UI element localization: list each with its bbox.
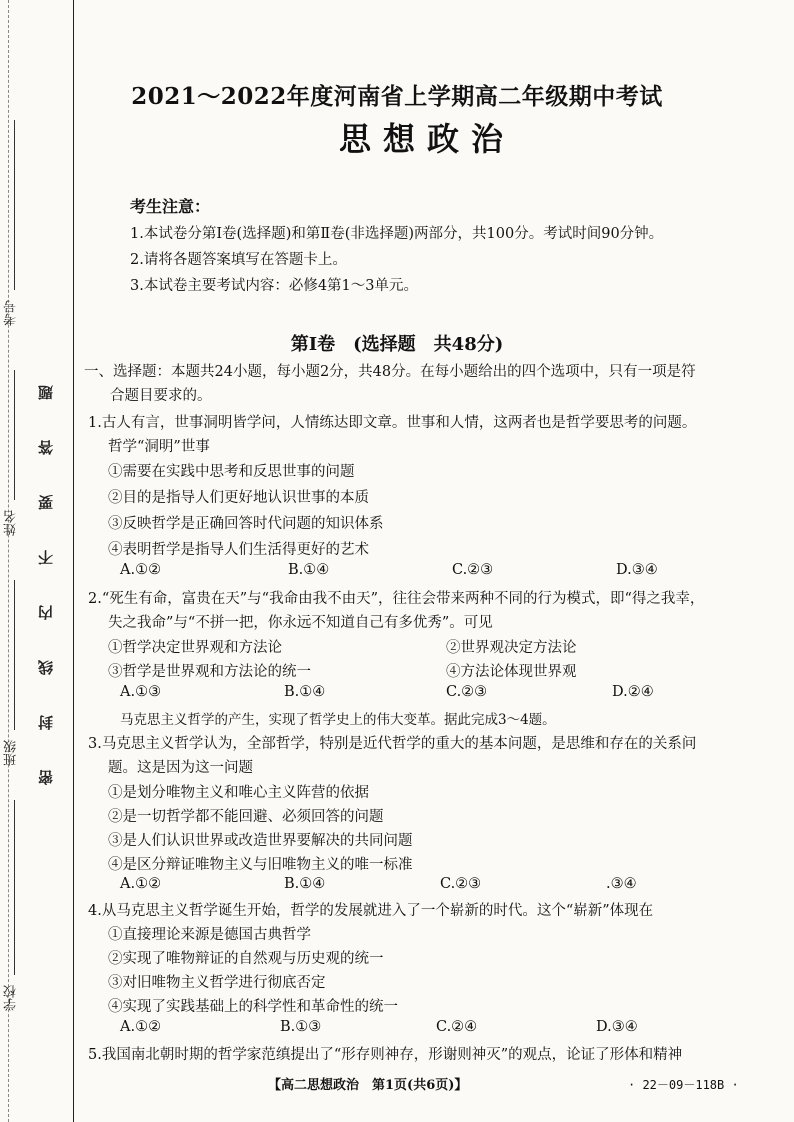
question-2-stem: 失之我命”与“不拼一把，你永远不知道自己有多优秀”。可见 — [108, 615, 493, 631]
question-2-item: ③哲学是世界观和方法论的统一 — [108, 664, 311, 680]
question-2-option-b: B.①④ — [284, 684, 326, 700]
xuexiao-blank-line — [14, 800, 15, 975]
question-4-option-b: B.①③ — [280, 1019, 322, 1035]
question-5-stem: 5.我国南北朝时期的哲学家范缜提出了“形存则神存，形谢则神灭”的观点，论证了形体和精神 — [88, 1047, 683, 1063]
question-1-option-d: D.③④ — [616, 562, 658, 578]
question-4-option-a: A.①② — [120, 1019, 162, 1035]
warning-char: 不 — [36, 550, 55, 565]
question-1-item: ②目的是指导人们更好地认识世事的本质 — [108, 490, 369, 506]
question-3-item: ②是一切哲学都不能回避、必须回答的问题 — [108, 809, 384, 825]
question-2-option-c: C.②③ — [446, 684, 488, 700]
warning-char: 题 — [36, 385, 55, 400]
side-label-xuexiao: 学校 — [4, 985, 19, 1011]
question-3-stem: 题。这是因为这一问题 — [108, 760, 253, 776]
question-1-item: ①需要在实践中思考和反思世事的问题 — [108, 464, 355, 480]
question-1-item: ④表明哲学是指导人们生活得更好的艺术 — [108, 542, 369, 558]
question-3-option-d: .③④ — [606, 876, 637, 892]
student-info-margin — [0, 0, 30, 1122]
question-1-stem: 1.古人有言，世事洞明皆学问，人情练达即文章。世事和人情，这两者也是哲学要思考的问题。 — [88, 415, 697, 431]
question-2-item: ①哲学决定世界观和方法论 — [108, 640, 282, 656]
paper-code: · 22－09－118B · — [628, 1078, 739, 1092]
subject-title: 思想政治 — [338, 120, 515, 158]
material-3-4: 马克思主义哲学的产生，实现了哲学史上的伟大变革。据此完成3～4题。 — [120, 712, 556, 728]
warning-char: 线 — [36, 660, 55, 675]
question-2-item: ②世界观决定方法论 — [446, 640, 577, 656]
side-label-kaohao: 考号 — [4, 300, 19, 326]
section-instruction: 合题目要求的。 — [110, 388, 212, 404]
warning-char: 要 — [36, 495, 55, 510]
xingming-blank-line — [14, 370, 15, 500]
warning-char: 内 — [36, 605, 55, 620]
question-1-stem: 哲学“洞明”世事 — [108, 439, 210, 455]
question-4-item: ②实现了唯物辩证的自然观与历史观的统一 — [108, 951, 384, 967]
page-footer: 【高二思想政治 第1页(共6页)】 — [268, 1078, 468, 1093]
question-2-option-d: D.②④ — [612, 684, 654, 700]
question-3-option-a: A.①② — [120, 876, 162, 892]
side-label-xingming: 姓名 — [4, 510, 19, 536]
question-4-item: ③对旧唯物主义哲学进行彻底否定 — [108, 975, 326, 991]
banji-blank-line — [14, 580, 15, 730]
margin-seal-line — [73, 0, 74, 1122]
question-3-item: ③是人们认识世界或改造世界要解决的共同问题 — [108, 833, 413, 849]
question-1-item: ③反映哲学是正确回答时代问题的知识体系 — [108, 516, 384, 532]
notice-item: 1.本试卷分第Ⅰ卷(选择题)和第Ⅱ卷(非选择题)两部分，共100分。考试时间90分钟。 — [130, 226, 664, 242]
question-4-option-d: D.③④ — [596, 1019, 638, 1035]
question-2-item: ④方法论体现世界观 — [446, 664, 577, 680]
question-4-item: ①直接理论来源是德国古典哲学 — [108, 927, 311, 943]
exam-title: 2021～2022年度河南省上学期高二年级期中考试 — [131, 83, 663, 110]
notice-item: 2.请将各题答案填写在答题卡上。 — [130, 252, 347, 268]
section-instruction: 一、选择题：本题共24小题，每小题2分，共48分。在每小题给出的四个选项中，只有一项是符 — [84, 364, 696, 380]
question-1-option-c: C.②③ — [452, 562, 494, 578]
side-label-banji: 班级 — [4, 740, 19, 766]
question-1-option-a: A.①② — [120, 562, 162, 578]
notice-item: 3.本试卷主要考试内容：必修4第1～3单元。 — [130, 278, 419, 294]
question-2-option-a: A.①③ — [120, 684, 162, 700]
warning-char: 密 — [36, 770, 55, 785]
seal-warning-column — [33, 385, 57, 785]
question-4-stem: 4.从马克思主义哲学诞生开始，哲学的发展就进入了一个崭新的时代。这个“崭新”体现在 — [88, 903, 654, 919]
question-3-item: ④是区分辩证唯物主义与旧唯物主义的唯一标准 — [108, 857, 413, 873]
question-3-item: ①是划分唯物主义和唯心主义阵营的依据 — [108, 785, 369, 801]
question-2-stem: 2.“死生有命，富贵在天”与“我命由我不由天”，往往会带来两种不同的行为模式，即“得之我幸， — [88, 591, 705, 607]
question-4-item: ④实现了实践基础上的科学性和革命性的统一 — [108, 999, 398, 1015]
section-title: 第Ⅰ卷 (选择题 共48分) — [290, 334, 504, 355]
question-3-option-b: B.①④ — [284, 876, 326, 892]
question-4-option-c: C.②④ — [436, 1019, 478, 1035]
question-1-option-b: B.①④ — [288, 562, 330, 578]
warning-char: 封 — [36, 715, 55, 730]
kaohao-blank-line — [14, 120, 15, 290]
question-3-stem: 3.马克思主义哲学认为，全部哲学，特别是近代哲学的重大的基本问题，是思维和存在的关系问 — [88, 736, 697, 752]
question-3-option-c: C.②③ — [440, 876, 482, 892]
warning-char: 答 — [36, 440, 55, 455]
notice-title: 考生注意： — [130, 197, 211, 216]
